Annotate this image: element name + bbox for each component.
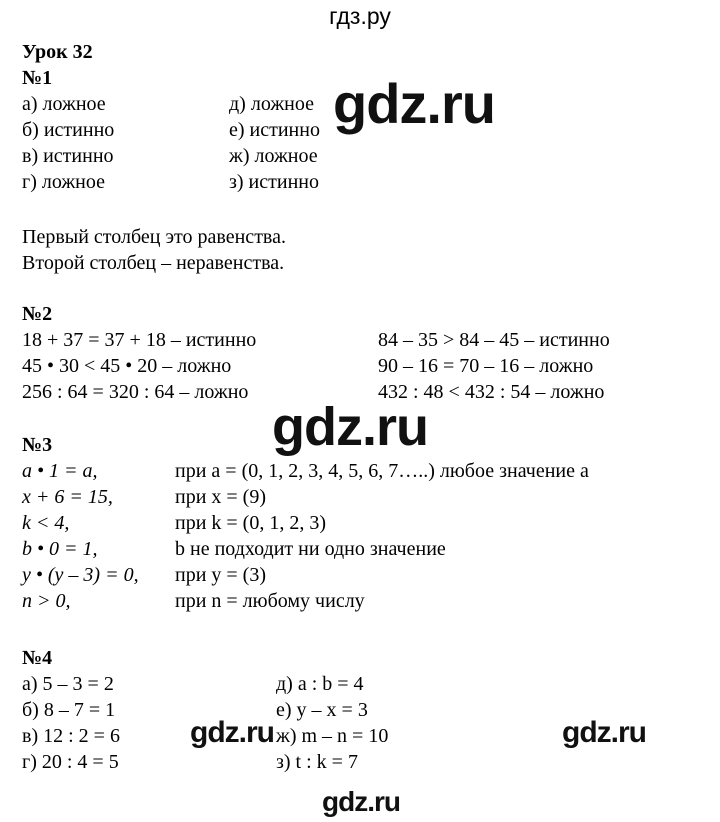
task3-expr-5: y • (y – 3) = 0, bbox=[22, 564, 139, 586]
task4-item-z: з) t : k = 7 bbox=[276, 751, 358, 773]
task3-title: №3 bbox=[22, 434, 53, 456]
watermark-3: gdz.ru bbox=[190, 716, 274, 749]
task1-item-a: а) ложное bbox=[22, 93, 106, 115]
task3-expr-3: k < 4, bbox=[22, 512, 70, 534]
task2-title: №2 bbox=[22, 303, 53, 325]
task1-title: №1 bbox=[22, 67, 53, 89]
task1-note-1: Первый столбец это равенства. bbox=[22, 226, 286, 248]
task1-item-v: в) истинно bbox=[22, 145, 114, 167]
lesson-title: Урок 32 bbox=[22, 41, 93, 63]
watermark-2: gdz.ru bbox=[272, 397, 428, 457]
task2-left-2: 45 • 30 < 45 • 20 – ложно bbox=[22, 355, 232, 377]
task3-ans-2: при x = (9) bbox=[175, 486, 267, 508]
watermark-1: gdz.ru bbox=[333, 72, 495, 135]
site-header: гдз.ру bbox=[329, 3, 391, 29]
task3-expr-2: x + 6 = 15, bbox=[22, 486, 113, 508]
task1-note-2: Второй столбец – неравенства. bbox=[22, 252, 285, 274]
task4-item-a: а) 5 – 3 = 2 bbox=[22, 673, 114, 695]
task1-item-zh: ж) ложное bbox=[229, 145, 318, 167]
task1-item-e: е) истинно bbox=[229, 119, 320, 141]
task2-right-1: 84 – 35 > 84 – 45 – истинно bbox=[378, 329, 610, 351]
task4-item-v: в) 12 : 2 = 6 bbox=[22, 725, 120, 747]
task1-item-g: г) ложное bbox=[22, 171, 105, 193]
task4-item-zh: ж) m – n = 10 bbox=[276, 725, 389, 747]
task2-right-3: 432 : 48 < 432 : 54 – ложно bbox=[378, 381, 605, 403]
task1-item-d: д) ложное bbox=[229, 93, 314, 115]
task4-title: №4 bbox=[22, 647, 53, 669]
task4-item-b: б) 8 – 7 = 1 bbox=[22, 699, 116, 721]
watermark-5: gdz.ru bbox=[322, 786, 400, 817]
task2-left-3: 256 : 64 = 320 : 64 – ложно bbox=[22, 381, 249, 403]
task4-item-e: е) y – x = 3 bbox=[276, 699, 368, 721]
task4-item-g: г) 20 : 4 = 5 bbox=[22, 751, 119, 773]
task3-expr-4: b • 0 = 1, bbox=[22, 538, 98, 560]
task3-expr-6: n > 0, bbox=[22, 590, 71, 612]
task1-item-b: б) истинно bbox=[22, 119, 115, 141]
task2-right-2: 90 – 16 = 70 – 16 – ложно bbox=[378, 355, 594, 377]
task2-left-1: 18 + 37 = 37 + 18 – истинно bbox=[22, 329, 257, 351]
task3-ans-6: при n = любому числу bbox=[175, 590, 365, 612]
watermark-4: gdz.ru bbox=[562, 716, 646, 749]
task1-item-z: з) истинно bbox=[229, 171, 319, 193]
task3-expr-1: a • 1 = a, bbox=[22, 460, 98, 482]
task3-ans-5: при y = (3) bbox=[175, 564, 267, 586]
task4-item-d: д) a : b = 4 bbox=[276, 673, 364, 695]
task3-ans-4: b не подходит ни одно значение bbox=[175, 538, 446, 560]
task3-ans-3: при k = (0, 1, 2, 3) bbox=[175, 512, 327, 534]
task3-ans-1: при a = (0, 1, 2, 3, 4, 5, 6, 7…..) любое значение a bbox=[175, 460, 589, 482]
